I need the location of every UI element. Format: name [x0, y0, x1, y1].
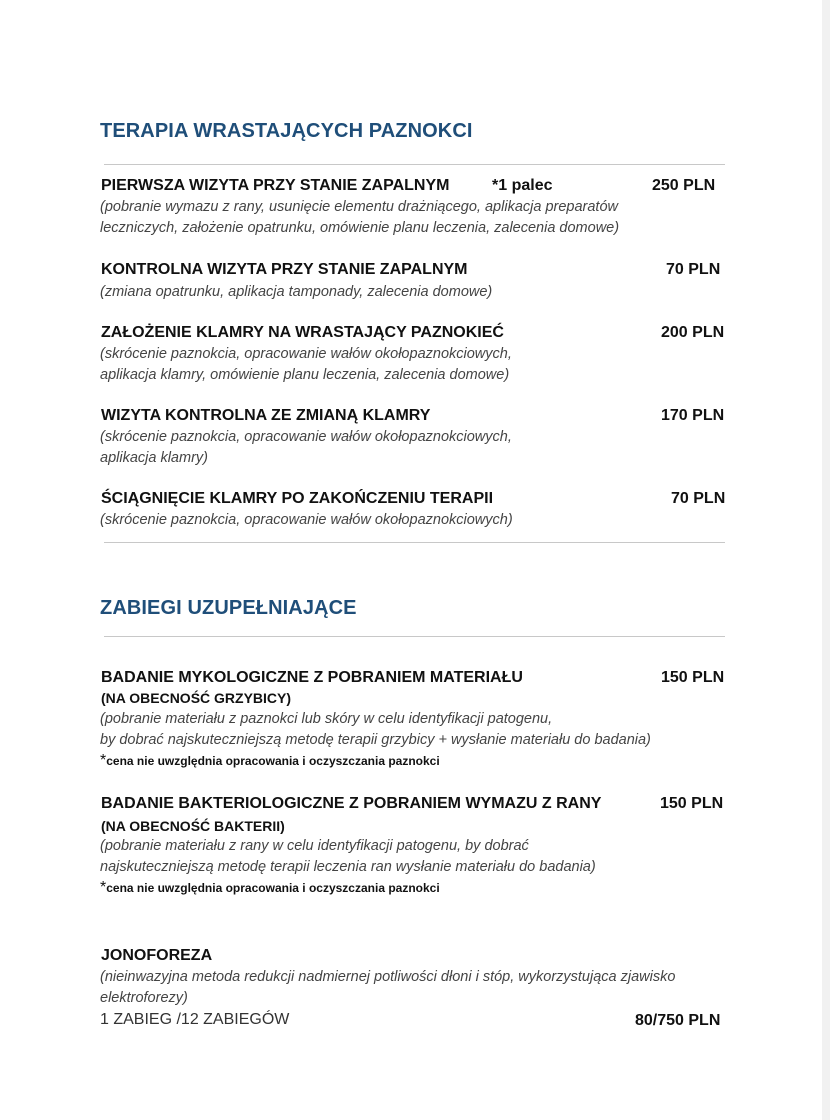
service-description: (pobranie wymazu z rany, usunięcie elementu drażniącego, aplikacja preparatów leczniczych, założenie opatrunku, omówienie planu leczenia, zalecenia domowe) — [100, 199, 620, 236]
service-description: (pobranie materiału z rany w celu identyfikacji patogenu, by dobrać najskuteczniejszą metodę terapii leczenia ran wysłanie materiału do badania) — [100, 838, 596, 875]
service-price: 250 PLN — [652, 177, 716, 194]
service-description: (zmiana opatrunku, aplikacja tamponady, zalecenia domowe) — [100, 284, 493, 300]
service-price: 200 PLN — [661, 324, 725, 341]
service-title: PIERWSZA WIZYTA PRZY STANIE ZAPALNYM — [101, 177, 450, 194]
service-description: (skrócenie paznokcia, opracowanie wałów okołopaznokciowych, aplikacja klamry) — [100, 429, 512, 466]
service-subtitle: (NA OBECNOŚĆ GRZYBICY) — [101, 690, 292, 706]
service-description: (nieinwazyjna metoda redukcji nadmiernej potliwości dłoni i stóp, wykorzystująca zjawisko elektroforezy) — [100, 969, 676, 1006]
divider — [104, 542, 725, 543]
service-title: BADANIE BAKTERIOLOGICZNE Z POBRANIEM WYMAZU Z RANY — [101, 795, 602, 812]
service-price: 150 PLN — [660, 795, 724, 812]
price-note: *cena nie uwzględnia opracowania i oczyszczania paznokci — [100, 879, 440, 896]
service-option: 1 ZABIEG /12 ZABIEGÓW — [100, 1011, 290, 1028]
service-description: (skrócenie paznokcia, opracowanie wałów okołopaznokciowych) — [100, 512, 513, 528]
service-title: KONTROLNA WIZYTA PRZY STANIE ZAPALNYM — [101, 261, 468, 278]
section-title-supplementary: ZABIEGI UZUPEŁNIAJĄCE — [100, 597, 357, 619]
service-title: ZAŁOŻENIE KLAMRY NA WRASTAJĄCY PAZNOKIEĆ — [101, 324, 504, 341]
service-subtitle: (NA OBECNOŚĆ BAKTERII) — [101, 818, 285, 834]
service-price: 70 PLN — [666, 261, 721, 278]
service-price: 80/750 PLN — [635, 1012, 721, 1029]
divider — [104, 636, 725, 637]
section-title-ingrown-nails: TERAPIA WRASTAJĄCYCH PAZNOKCI — [100, 120, 473, 142]
service-price: 70 PLN — [671, 490, 726, 507]
service-title: WIZYTA KONTROLNA ZE ZMIANĄ KLAMRY — [101, 407, 431, 424]
service-description: (pobranie materiału z paznokci lub skóry w celu identyfikacji patogenu, by dobrać najskuteczniejszą metodę terapii grzybicy + wysłanie materiału do badania) — [100, 711, 651, 748]
service-description: (skrócenie paznokcia, opracowanie wałów okołopaznokciowych, aplikacja klamry, omówienie planu leczenia, zalecenia domowe) — [100, 346, 512, 383]
service-price: 150 PLN — [661, 669, 725, 686]
price-note: *cena nie uwzględnia opracowania i oczyszczania paznokci — [100, 752, 440, 769]
service-qualifier: *1 palec — [492, 177, 553, 194]
page-edge — [822, 0, 830, 1120]
service-price: 170 PLN — [661, 407, 725, 424]
divider — [104, 164, 725, 165]
service-title: BADANIE MYKOLOGICZNE Z POBRANIEM MATERIAŁU — [101, 669, 523, 686]
service-title: JONOFOREZA — [101, 947, 213, 964]
service-title: ŚCIĄGNIĘCIE KLAMRY PO ZAKOŃCZENIU TERAPII — [101, 490, 494, 507]
